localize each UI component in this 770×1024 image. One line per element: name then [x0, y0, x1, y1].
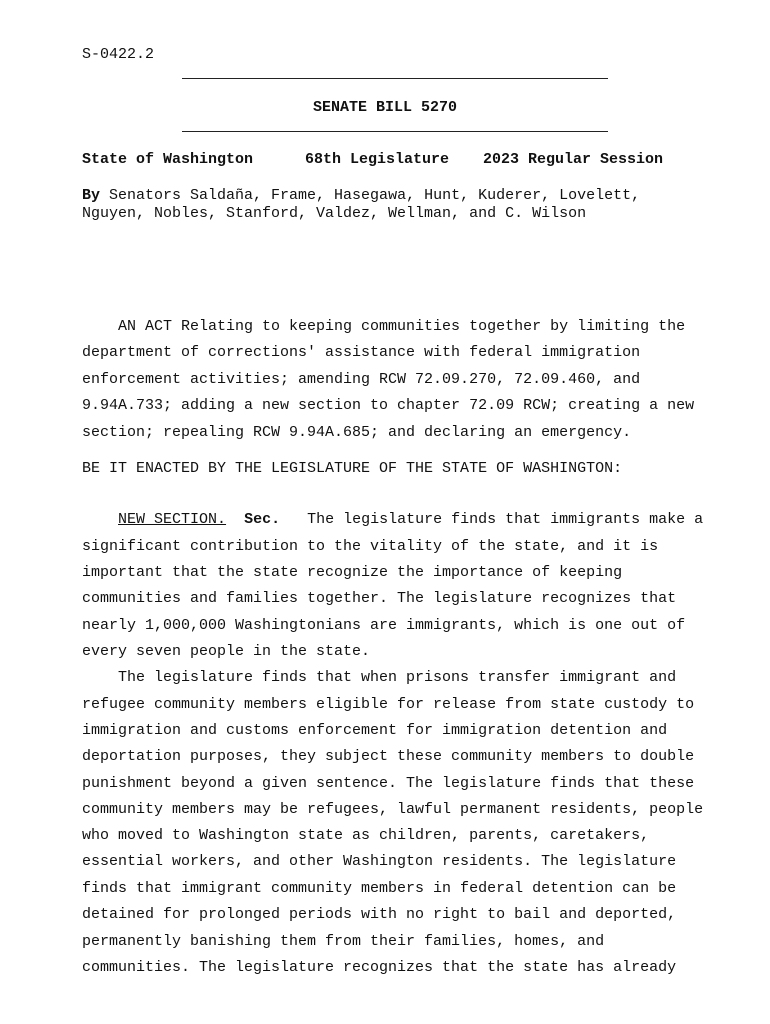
section-line: communities and families together. The legislature recognizes that: [82, 590, 677, 607]
sec-label: Sec.: [244, 511, 281, 528]
section-line: essential workers, and other Washington residents. The legislature: [82, 853, 677, 870]
section-line: permanently banishing them from their families, homes, and: [82, 933, 605, 950]
section-line: communities. The legislature recognizes that the state has already: [82, 959, 677, 976]
section-line: nearly 1,000,000 Washingtonians are immigrants, which is one out of: [82, 617, 686, 634]
title-rule-bottom: [182, 131, 608, 132]
section-line: every seven people in the state.: [82, 643, 371, 660]
header-legislature: 68th Legislature: [305, 151, 450, 168]
section-first-line-text: The legislature finds that immigrants make a: [280, 511, 704, 528]
section-line: important that the state recognize the importance of keeping: [82, 564, 623, 581]
section-line: significant contribution to the vitality of the state, and it is: [82, 538, 659, 555]
new-section-label: NEW SECTION.: [118, 511, 227, 528]
section-line: deportation purposes, they subject these community members to double: [82, 748, 695, 765]
section-line: refugee community members eligible for release from state custody to: [82, 696, 695, 713]
section-line: punishment beyond a given sentence. The legislature finds that these: [82, 775, 695, 792]
section-line: community members may be refugees, lawful permanent residents, people: [82, 801, 704, 818]
section-line: finds that immigrant community members in federal detention can be: [82, 880, 677, 897]
title-rule-top: [182, 78, 608, 79]
bill-title: SENATE BILL 5270: [312, 99, 458, 116]
enacting-clause: BE IT ENACTED BY THE LEGISLATURE OF THE STATE OF WASHINGTON:: [82, 460, 623, 477]
section-line: detained for prolonged periods with no right to bail and deported,: [82, 906, 677, 923]
section-first-line: [82, 511, 703, 529]
act-line: section; repealing RCW 9.94A.685; and declaring an emergency.: [82, 424, 632, 441]
document-id: S-0422.2: [82, 46, 155, 63]
section-line: who moved to Washington state as children, parents, caretakers,: [82, 827, 650, 844]
sponsors-text-1: Senators Saldaña, Frame, Hasegawa, Hunt, Kuderer, Lovelett,: [100, 187, 641, 204]
sponsors-line-2: Nguyen, Nobles, Stanford, Valdez, Wellman, and C. Wilson: [82, 205, 587, 222]
act-line: AN ACT Relating to keeping communities together by limiting the: [82, 318, 686, 335]
act-line: 9.94A.733; adding a new section to chapter 72.09 RCW; creating a new: [82, 397, 695, 414]
act-line: department of corrections' assistance with federal immigration: [82, 344, 641, 361]
section-line: The legislature finds that when prisons transfer immigrant and: [82, 669, 677, 686]
header-state: State of Washington: [82, 151, 254, 168]
sponsors-line-1: [82, 187, 640, 205]
section-line: immigration and customs enforcement for immigration detention and: [82, 722, 668, 739]
act-line: enforcement activities; amending RCW 72.09.270, 72.09.460, and: [82, 371, 641, 388]
header-session: 2023 Regular Session: [483, 151, 664, 168]
sponsors-by-label: By: [82, 187, 101, 204]
